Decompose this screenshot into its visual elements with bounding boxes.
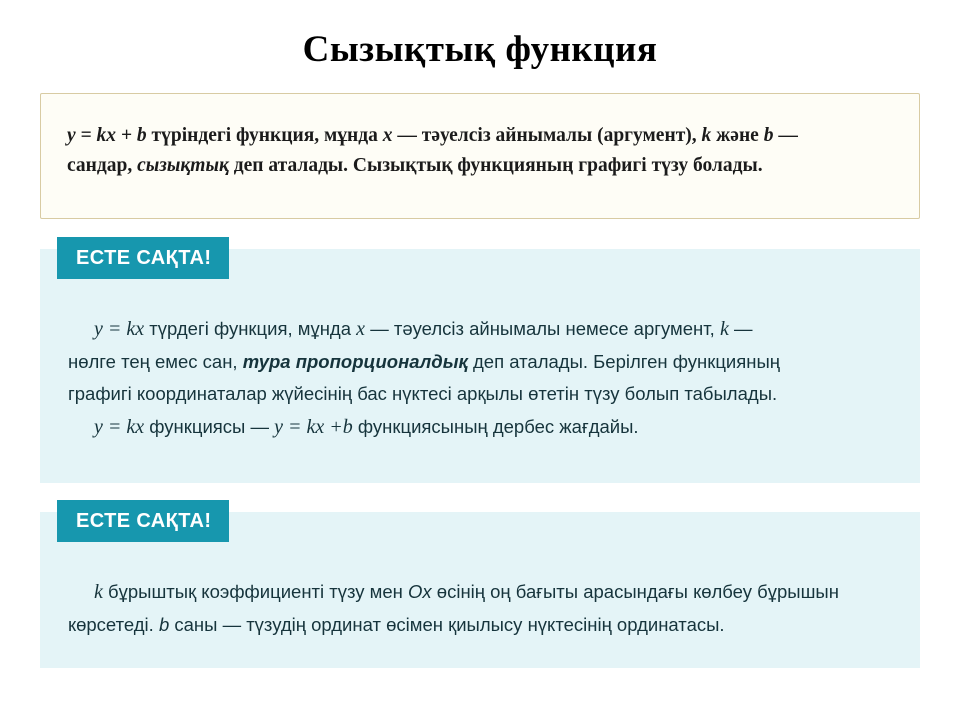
definition-seg-4: — [773,125,798,146]
remember-paragraph [68,576,896,608]
remember-paragraph [68,313,896,345]
remember-paragraph [68,411,896,443]
remember-tab-1: ЕСТЕ САҚТА! [57,237,229,279]
definition-var-b: b [763,125,774,146]
text-segment: тура пропорционалдық [242,351,468,373]
text-segment: — [728,318,753,339]
text-segment: — тәуелсіз айнымалы немесе аргумент, [365,318,720,339]
text-segment: графигі координаталар жүйесінің бас нүктесі арқылы өтетін түзу болып табылады. [68,383,778,405]
text-segment: нөлге тең емес сан, [68,351,243,373]
inline-formula: y = kx [94,318,145,340]
text-segment: түрдегі функция, мұнда [144,318,357,339]
definition-seg-6: деп аталады. Сызықтық функцияның графигі түзу болады. [228,154,763,176]
definition-box [40,93,920,219]
remember-tab-2: ЕСТЕ САҚТА! [57,500,229,542]
remember-block-1 [40,237,920,483]
definition-formula-1: y = kx + b [67,125,147,146]
definition-emphasis: сызықтық [137,154,229,176]
definition-var-k: k [701,125,712,146]
remember-block-2 [40,500,920,668]
remember-paragraph [68,379,896,409]
text-segment: Ox [408,581,432,602]
remember-paragraph [68,610,896,640]
text-segment: бұрыштық коэффициенті түзу мен [102,581,409,602]
page-title: Сызықтық функция [302,29,658,70]
text-segment: саны — түзудің ординат өсімен қиылысу нүктесінің ординатасы. [169,614,725,636]
text-segment: көрсетеді. [68,614,159,636]
definition-seg-2: — тәуелсіз айнымалы (аргумент), [392,125,702,146]
definition-seg-3: және [711,125,764,146]
inline-formula: k [94,581,103,603]
definition-seg-1: түріндегі функция, мұнда [146,125,383,146]
text-segment: функциясының дербес жағдайы. [352,416,639,438]
definition-var-x: x [382,125,393,146]
inline-formula: k [719,318,729,340]
inline-formula: y = kx +b [274,416,353,439]
definition-seg-5: сандар, [67,154,138,176]
remember-paragraph [68,347,896,377]
text-segment: деп аталады. Берілген функцияның [467,351,781,373]
inline-formula: x [356,318,366,340]
definition-text [41,94,919,180]
text-segment: өсінің оң бағыты арасындағы көлбеу бұрышын [431,581,839,602]
text-segment: функциясы — [144,416,275,438]
inline-formula: y = kx [94,416,145,439]
text-segment: b [158,614,170,636]
